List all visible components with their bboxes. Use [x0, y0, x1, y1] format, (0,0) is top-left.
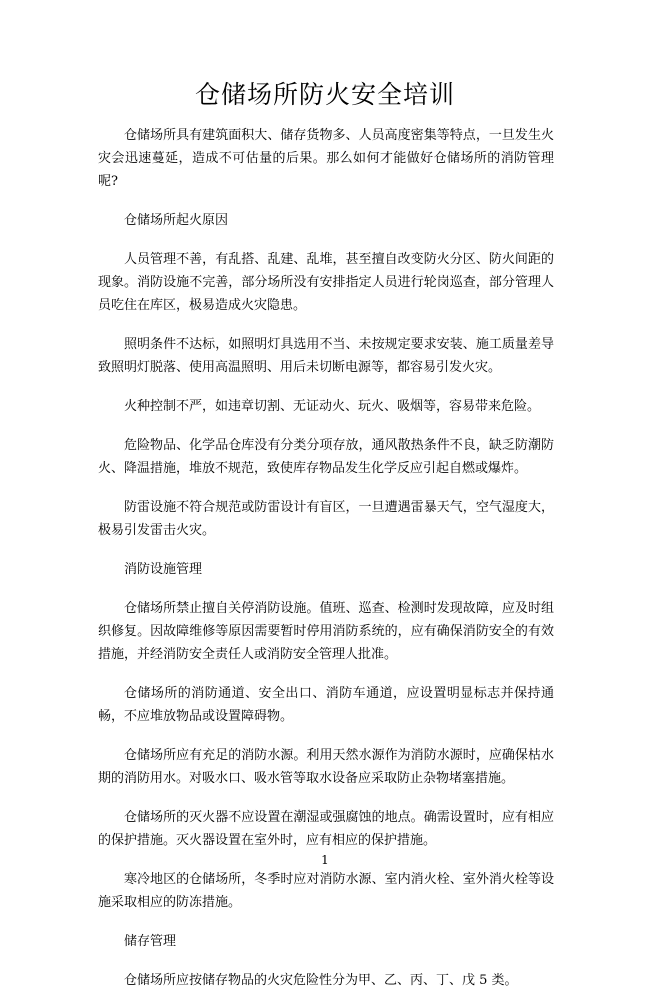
document-body	[98, 124, 554, 1008]
section-heading-fire-causes: 仓储场所起火原因	[124, 213, 229, 228]
paragraph-lightning-protection: 防雷设施不符合规范或防雷设计有盲区，一旦遭遇雷暴天气，空气湿度大，极易引发雷击火灾。	[98, 500, 554, 538]
paragraph-cold-regions: 寒冷地区的仓储场所，冬季时应对消防水源、室内消火栓、室外消火栓等设施采取相应的防冻措施。	[98, 872, 554, 910]
document-title: 仓储场所防火安全培训	[194, 80, 455, 109]
paragraph-extinguishers: 仓储场所的灭火器不应设置在潮湿或强腐蚀的地点。确需设置时，应有相应的保护措施。灭火器设置在室外时，应有相应的保护措施。	[98, 810, 554, 848]
paragraph-passages-exits: 仓储场所的消防通道、安全出口、消防车通道，应设置明显标志并保持通畅，不应堆放物品或设置障碍物。	[98, 686, 554, 724]
paragraph-facility-shutdown: 仓储场所禁止擅自关停消防设施。值班、巡查、检测时发现故障，应及时组织修复。因故障维修等原因需要暂时停用消防系统的，应有确保消防安全的有效措施，并经消防安全责任人或消防安全管理人批准。	[98, 601, 554, 662]
paragraph-personnel-management: 人员管理不善，有乱搭、乱建、乱堆，甚至擅自改变防火分区、防火间距的现象。消防设施不完善，部分场所没有安排指定人员进行轮岗巡查，部分管理人员吃住在库区，极易造成火灾隐患。	[98, 252, 554, 313]
paragraph-water-source: 仓储场所应有充足的消防水源。利用天然水源作为消防水源时，应确保枯水期的消防用水。对吸水口、吸水管等取水设备应采取防止杂物堵塞措施。	[98, 748, 554, 786]
page-number: 1	[321, 853, 329, 867]
paragraph-hazardous-materials: 危险物品、化学品仓库没有分类分项存放，通风散热条件不良，缺乏防潮防火、降温措施，堆放不规范，致使库存物品发生化学反应引起自燃或爆炸。	[98, 438, 554, 476]
section-heading-storage-management: 储存管理	[124, 934, 177, 949]
paragraph-fire-source-control: 火种控制不严，如违章切割、无证动火、玩火、吸烟等，容易带来危险。	[124, 399, 541, 414]
paragraph-lighting: 照明条件不达标，如照明灯具选用不当、未按规定要求安装、施工质量差导致照明灯脱落、使用高温照明、用后未切断电源等，都容易引发火灾。	[98, 337, 554, 375]
intro-paragraph: 仓储场所具有建筑面积大、储存货物多、人员高度密集等特点，一旦发生火灾会迅速蔓延，造成不可估量的后果。那么如何才能做好仓储场所的消防管理呢?	[98, 128, 554, 189]
paragraph-hazard-classes: 仓储场所应按储存物品的火灾危险性分为甲、乙、丙、丁、戊 5 类。	[124, 973, 518, 988]
section-heading-fire-facilities: 消防设施管理	[124, 562, 203, 577]
